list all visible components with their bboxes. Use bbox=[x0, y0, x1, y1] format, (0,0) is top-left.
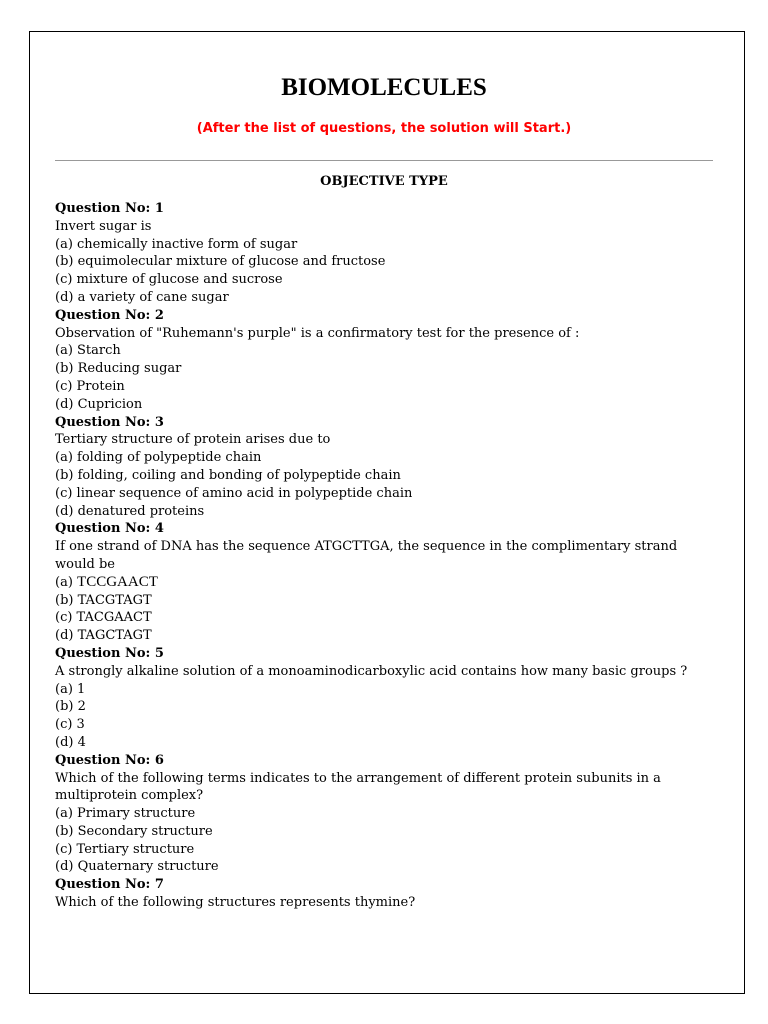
option-b: (b) 2 bbox=[55, 699, 86, 715]
option-b: (b) Reducing sugar bbox=[55, 361, 182, 377]
question-4 bbox=[55, 520, 715, 645]
document-title: BIOMOLECULES bbox=[281, 74, 487, 101]
question-1 bbox=[55, 200, 715, 307]
question-text: A strongly alkaline solution of a monoaminodicarboxylic acid contains how many basic groups ? bbox=[55, 663, 688, 679]
option-c: (c) TACGAACT bbox=[55, 610, 152, 626]
question-text: Observation of "Ruhemann's purple" is a confirmatory test for the presence of : bbox=[55, 325, 580, 341]
option-label: (a) bbox=[55, 574, 78, 590]
option-c: (c) Protein bbox=[55, 378, 125, 394]
question-text: Which of the following structures represents thymine? bbox=[55, 895, 416, 911]
question-3 bbox=[55, 414, 715, 521]
question-list bbox=[55, 200, 715, 912]
option-d: (d) 4 bbox=[55, 734, 86, 750]
question-heading: Question No: 5 bbox=[55, 645, 164, 661]
question-heading: Question No: 7 bbox=[55, 877, 164, 893]
option-d: (d) TAGCTAGT bbox=[55, 628, 152, 644]
horizontal-divider bbox=[55, 160, 713, 161]
option-a: (a) chemically inactive form of sugar bbox=[55, 236, 298, 252]
document-subtitle: (After the list of questions, the solution will Start.) bbox=[196, 121, 572, 136]
option-value: TCCGAACT bbox=[77, 573, 158, 590]
question-7 bbox=[55, 876, 715, 912]
question-text: Which of the following terms indicates to the arrangement of different protein subunits in a multiprotein complex? bbox=[55, 770, 661, 804]
section-heading: OBJECTIVE TYPE bbox=[320, 174, 448, 189]
option-b: (b) Secondary structure bbox=[55, 823, 213, 839]
question-heading: Question No: 2 bbox=[55, 307, 164, 323]
option-c: (c) mixture of glucose and sucrose bbox=[55, 272, 283, 288]
option-d: (d) Cupricion bbox=[55, 396, 143, 412]
question-heading: Question No: 3 bbox=[55, 414, 164, 430]
option-d: (d) Quaternary structure bbox=[55, 859, 219, 875]
question-heading: Question No: 1 bbox=[55, 201, 164, 216]
option-a bbox=[55, 574, 715, 592]
option-b: (b) equimolecular mixture of glucose and fructose bbox=[55, 254, 386, 270]
option-c: (c) linear sequence of amino acid in polypeptide chain bbox=[55, 485, 413, 501]
question-6 bbox=[55, 752, 715, 877]
question-text: If one strand of DNA has the sequence ATGCTTGA, the sequence in the complimentary strand would be bbox=[55, 539, 678, 572]
option-b: (b) TACGTAGT bbox=[55, 592, 152, 608]
question-heading: Question No: 6 bbox=[55, 752, 164, 768]
question-text: Tertiary structure of protein arises due to bbox=[55, 432, 331, 448]
question-heading: Question No: 4 bbox=[55, 521, 164, 537]
question-text: Invert sugar is bbox=[55, 218, 152, 234]
question-5 bbox=[55, 645, 715, 752]
option-b: (b) folding, coiling and bonding of polypeptide chain bbox=[55, 467, 401, 483]
question-2 bbox=[55, 307, 715, 414]
option-a: (a) 1 bbox=[55, 681, 86, 697]
option-c: (c) 3 bbox=[55, 717, 85, 733]
option-d: (d) a variety of cane sugar bbox=[55, 289, 229, 305]
option-c: (c) Tertiary structure bbox=[55, 841, 195, 857]
option-a: (a) Primary structure bbox=[55, 806, 196, 822]
option-a: (a) folding of polypeptide chain bbox=[55, 450, 262, 466]
option-a: (a) Starch bbox=[55, 343, 121, 359]
option-d: (d) denatured proteins bbox=[55, 503, 205, 519]
